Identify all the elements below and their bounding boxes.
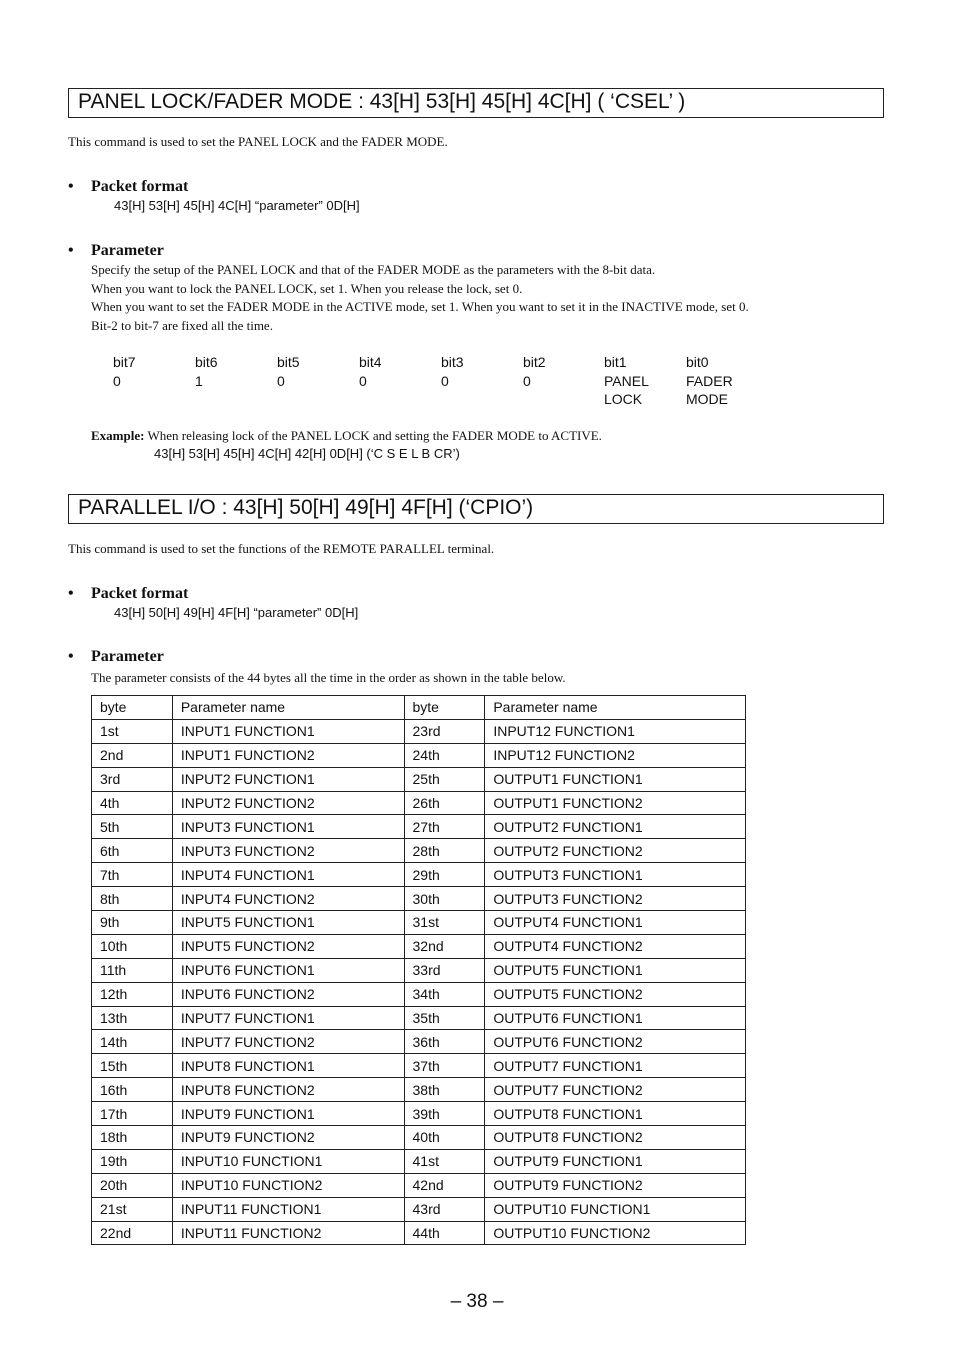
table-cell: 42nd: [404, 1173, 485, 1197]
bit-column-bit1: [604, 353, 649, 409]
table-cell: 37th: [404, 1054, 485, 1078]
table-cell: OUTPUT4 FUNCTION1: [485, 911, 746, 935]
table-cell: 2nd: [92, 743, 173, 767]
table-cell: OUTPUT5 FUNCTION1: [485, 958, 746, 982]
table-cell: OUTPUT6 FUNCTION1: [485, 1006, 746, 1030]
table-row: [92, 1006, 746, 1030]
table-cell: INPUT1 FUNCTION2: [172, 743, 404, 767]
table-row: [92, 1102, 746, 1126]
table-cell: OUTPUT8 FUNCTION1: [485, 1102, 746, 1126]
table-cell: 44th: [404, 1221, 485, 1245]
table-row: [92, 911, 746, 935]
section2-heading-box: [68, 494, 884, 524]
table-cell: OUTPUT2 FUNCTION2: [485, 839, 746, 863]
table-cell: 41st: [404, 1149, 485, 1173]
table-cell: 18th: [92, 1126, 173, 1150]
table-cell: INPUT12 FUNCTION2: [485, 743, 746, 767]
table-cell: OUTPUT6 FUNCTION2: [485, 1030, 746, 1054]
table-cell: 10th: [92, 934, 173, 958]
bit-desc: LOCK: [604, 391, 643, 407]
table-cell: OUTPUT9 FUNCTION1: [485, 1149, 746, 1173]
table-cell: INPUT10 FUNCTION1: [172, 1149, 404, 1173]
table-cell: OUTPUT4 FUNCTION2: [485, 934, 746, 958]
table-cell: INPUT12 FUNCTION1: [485, 719, 746, 743]
table-cell: 9th: [92, 911, 173, 935]
bit-value: 0: [359, 372, 367, 389]
bit-value: 0: [441, 372, 449, 389]
bit-name: bit1: [604, 354, 627, 370]
bullet-mark: •: [68, 648, 74, 665]
section2-parameter-text: The parameter consists of the 44 bytes all the time in the order as shown in the table below.: [91, 670, 566, 685]
table-cell: 11th: [92, 958, 173, 982]
bit-name: bit6: [195, 354, 218, 370]
table-cell: 8th: [92, 887, 173, 911]
table-cell: INPUT7 FUNCTION2: [172, 1030, 404, 1054]
bit-name: bit3: [441, 354, 464, 370]
table-cell: 27th: [404, 815, 485, 839]
table-cell: INPUT11 FUNCTION2: [172, 1221, 404, 1245]
table-cell: 3rd: [92, 767, 173, 791]
table-cell: 14th: [92, 1030, 173, 1054]
section2-packet-code: 43[H] 50[H] 49[H] 4F[H] “parameter” 0D[H]: [114, 605, 359, 620]
table-cell: 17th: [92, 1102, 173, 1126]
table-cell: 32nd: [404, 934, 485, 958]
table-cell: 25th: [404, 767, 485, 791]
table-row: [92, 767, 746, 791]
section1-example-code: 43[H] 53[H] 45[H] 4C[H] 42[H] 0D[H] (‘C S E L B CR’): [154, 446, 460, 461]
table-cell: OUTPUT1 FUNCTION1: [485, 767, 746, 791]
parameter-line: Bit-2 to bit-7 are fixed all the time.: [91, 317, 273, 333]
table-row: [92, 839, 746, 863]
table-cell: INPUT2 FUNCTION2: [172, 791, 404, 815]
table-cell: INPUT9 FUNCTION2: [172, 1126, 404, 1150]
header-cell: byte: [92, 696, 173, 720]
bit-name: bit2: [523, 354, 546, 370]
example-text: When releasing lock of the PANEL LOCK and setting the FADER MODE to ACTIVE.: [147, 428, 602, 443]
table-cell: 20th: [92, 1173, 173, 1197]
table-cell: 23rd: [404, 719, 485, 743]
table-cell: INPUT3 FUNCTION2: [172, 839, 404, 863]
table-cell: OUTPUT3 FUNCTION1: [485, 863, 746, 887]
table-cell: INPUT7 FUNCTION1: [172, 1006, 404, 1030]
parameter-line: When you want to lock the PANEL LOCK, set 1. When you release the lock, set 0.: [91, 280, 523, 296]
bit-column-bit3: [441, 353, 464, 390]
table-cell: INPUT9 FUNCTION1: [172, 1102, 404, 1126]
parameter-label: Parameter: [91, 242, 164, 259]
table-cell: 31st: [404, 911, 485, 935]
table-cell: OUTPUT3 FUNCTION2: [485, 887, 746, 911]
table-cell: OUTPUT1 FUNCTION2: [485, 791, 746, 815]
bullet-mark: •: [68, 585, 74, 602]
bullet-mark: •: [68, 242, 74, 259]
table-cell: OUTPUT10 FUNCTION1: [485, 1197, 746, 1221]
table-cell: 24th: [404, 743, 485, 767]
bit-name: bit0: [686, 354, 709, 370]
table-cell: 6th: [92, 839, 173, 863]
bit-value: PANEL: [604, 372, 649, 389]
table-cell: 16th: [92, 1078, 173, 1102]
table-row: [92, 982, 746, 1006]
table-cell: 13th: [92, 1006, 173, 1030]
table-row: [92, 1126, 746, 1150]
table-cell: INPUT1 FUNCTION1: [172, 719, 404, 743]
bit-value: 1: [195, 372, 203, 389]
table-cell: 22nd: [92, 1221, 173, 1245]
table-cell: 36th: [404, 1030, 485, 1054]
table-cell: 38th: [404, 1078, 485, 1102]
table-cell: 34th: [404, 982, 485, 1006]
bit-value: 0: [277, 372, 285, 389]
parameter-table: [91, 695, 746, 1245]
parameter-line: Specify the setup of the PANEL LOCK and that of the FADER MODE as the parameters with the 8-bit data.: [91, 262, 656, 277]
bit-column-bit0: [686, 353, 733, 409]
table-cell: INPUT3 FUNCTION1: [172, 815, 404, 839]
bit-column-bit7: [113, 353, 136, 390]
bit-desc: MODE: [686, 391, 728, 407]
header-cell: Parameter name: [485, 696, 746, 720]
parameter-label: Parameter: [91, 648, 164, 665]
table-cell: 40th: [404, 1126, 485, 1150]
table-cell: OUTPUT9 FUNCTION2: [485, 1173, 746, 1197]
bit-value: 0: [523, 372, 531, 389]
table-cell: INPUT2 FUNCTION1: [172, 767, 404, 791]
table-cell: INPUT5 FUNCTION1: [172, 911, 404, 935]
table-cell: INPUT8 FUNCTION2: [172, 1078, 404, 1102]
table-cell: OUTPUT7 FUNCTION2: [485, 1078, 746, 1102]
table-cell: OUTPUT2 FUNCTION1: [485, 815, 746, 839]
page-number: – 38 –: [450, 1291, 504, 1312]
table-row: [92, 1030, 746, 1054]
bit-name: bit4: [359, 354, 382, 370]
table-row: [92, 887, 746, 911]
table-row: [92, 1197, 746, 1221]
table-cell: OUTPUT7 FUNCTION1: [485, 1054, 746, 1078]
section1-heading-box: [68, 88, 884, 118]
section1-intro: This command is used to set the PANEL LOCK and the FADER MODE.: [68, 134, 448, 149]
table-cell: 21st: [92, 1197, 173, 1221]
table-cell: 5th: [92, 815, 173, 839]
section1-packet-code: 43[H] 53[H] 45[H] 4C[H] “parameter” 0D[H]: [114, 198, 360, 213]
section1-example: [91, 428, 602, 444]
table-cell: 7th: [92, 863, 173, 887]
table-cell: 4th: [92, 791, 173, 815]
table-row: [92, 1078, 746, 1102]
table-cell: INPUT4 FUNCTION1: [172, 863, 404, 887]
header-cell: Parameter name: [172, 696, 404, 720]
parameter-line: When you want to set the FADER MODE in the ACTIVE mode, set 1. When you want to set it in the INACTIVE mode, set 0.: [91, 299, 749, 315]
table-row: [92, 1054, 746, 1078]
table-cell: INPUT5 FUNCTION2: [172, 934, 404, 958]
table-cell: 30th: [404, 887, 485, 911]
bit-column-bit4: [359, 353, 382, 390]
parameter-table-body: [92, 696, 746, 1245]
table-cell: INPUT6 FUNCTION2: [172, 982, 404, 1006]
table-cell: 43rd: [404, 1197, 485, 1221]
table-cell: OUTPUT10 FUNCTION2: [485, 1221, 746, 1245]
table-cell: 33rd: [404, 958, 485, 982]
table-row: [92, 1149, 746, 1173]
table-cell: INPUT6 FUNCTION1: [172, 958, 404, 982]
bit-column-bit2: [523, 353, 546, 390]
bit-name: bit7: [113, 354, 136, 370]
table-cell: INPUT10 FUNCTION2: [172, 1173, 404, 1197]
table-row: [92, 1221, 746, 1245]
section1-heading: PANEL LOCK/FADER MODE : 43[H] 53[H] 45[H] 4C[H] ( ‘CSEL’ ): [78, 90, 686, 113]
table-cell: 12th: [92, 982, 173, 1006]
table-cell: 26th: [404, 791, 485, 815]
table-cell: 29th: [404, 863, 485, 887]
bit-column-bit6: [195, 353, 218, 390]
table-row: [92, 863, 746, 887]
header-cell: byte: [404, 696, 485, 720]
table-row: [92, 1173, 746, 1197]
table-cell: 15th: [92, 1054, 173, 1078]
table-cell: 35th: [404, 1006, 485, 1030]
bullet-mark: •: [68, 178, 74, 195]
packet-format-label: Packet format: [91, 585, 189, 602]
table-cell: INPUT4 FUNCTION2: [172, 887, 404, 911]
section2-intro: This command is used to set the functions of the REMOTE PARALLEL terminal.: [68, 541, 495, 556]
bit-column-bit5: [277, 353, 300, 390]
table-row: [92, 743, 746, 767]
table-cell: 1st: [92, 719, 173, 743]
table-cell: OUTPUT5 FUNCTION2: [485, 982, 746, 1006]
example-label: Example:: [91, 428, 145, 443]
section2-heading: PARALLEL I/O : 43[H] 50[H] 49[H] 4F[H] (‘CPIO’): [78, 496, 534, 519]
bit-value: FADER: [686, 372, 733, 389]
table-row: [92, 934, 746, 958]
section1-parameter-text: [91, 261, 749, 335]
table-header-row: [92, 696, 746, 720]
table-row: [92, 791, 746, 815]
bit-value: 0: [113, 372, 121, 389]
table-row: [92, 958, 746, 982]
table-cell: OUTPUT8 FUNCTION2: [485, 1126, 746, 1150]
table-cell: 19th: [92, 1149, 173, 1173]
packet-format-label: Packet format: [91, 178, 189, 195]
table-row: [92, 719, 746, 743]
table-cell: 28th: [404, 839, 485, 863]
table-cell: INPUT8 FUNCTION1: [172, 1054, 404, 1078]
bit-name: bit5: [277, 354, 300, 370]
table-row: [92, 815, 746, 839]
table-cell: 39th: [404, 1102, 485, 1126]
table-cell: INPUT11 FUNCTION1: [172, 1197, 404, 1221]
